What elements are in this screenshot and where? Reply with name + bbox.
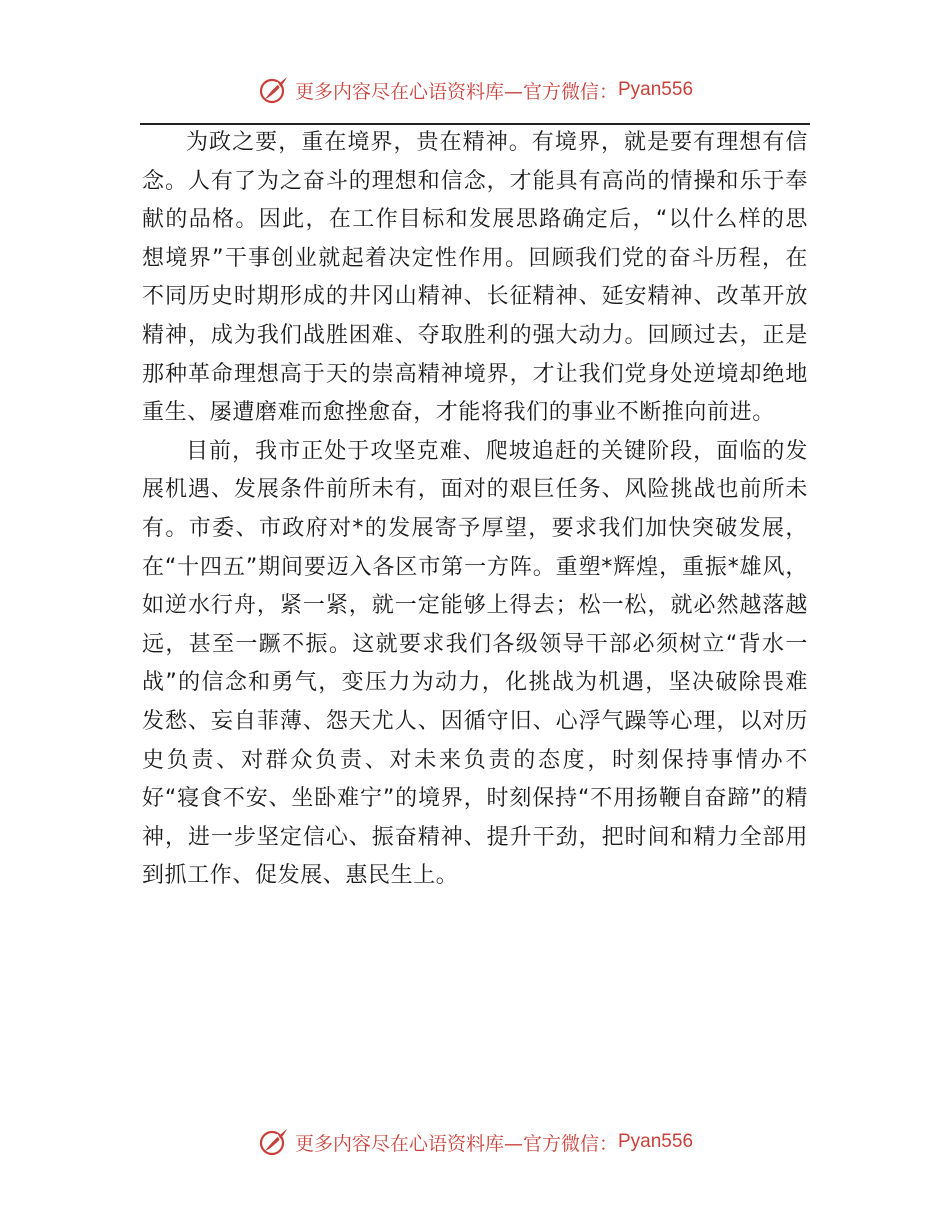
header-banner [0, 70, 950, 110]
header-banner-text: 更多内容尽在心语资料库—官方微信： [294, 80, 618, 103]
paragraph-1: 为政之要，重在境界，贵在精神。有境界，就是要有理想有信念。人有了为之奋斗的理想和信念，才能具有高尚的情操和乐于奉献的品格。因此，在工作目标和发展思路确定后，“以什么样的思想境界”干事创业就起着决定性作用。回顾我们党的奋斗历程，在不同历史时期形成的井冈山精神、长征精神、延安精神、改革开放精神，成为我们战胜困难、夺取胜利的强大动力。回顾过去，正是那种革命理想高于天的崇高精神境界，才让我们党身处逆境却绝地重生、屡遭磨难而愈挫愈奋，才能将我们的事业不断推向前进。 [142, 130, 808, 426]
feather-logo-icon [257, 1125, 291, 1159]
header-wechat-handle: Pyan556 [618, 79, 694, 100]
footer-banner-text: 更多内容尽在心语资料库—官方微信： [294, 1132, 618, 1155]
paragraph-2: 目前，我市正处于攻坚克难、爬坡追赶的关键阶段，面临的发展机遇、发展条件前所未有，面对的艰巨任务、风险挑战也前所未有。市委、市政府对*的发展寄予厚望，要求我们加快突破发展，在“十四五”期间要迈入各区市第一方阵。重塑*辉煌，重振*雄风，如逆水行舟，紧一紧，就一定能够上得去；松一松，就必然越落越远，甚至一蹶不振。这就要求我们各级领导干部必须树立“背水一战”的信念和勇气，变压力为动力，化挑战为机遇，坚决破除畏难发愁、妄自菲薄、怨天尤人、因循守旧、心浮气躁等心理，以对历史负责、对群众负责、对未来负责的态度，时刻保持事情办不好“寝食不安、坐卧难宁”的境界，时刻保持“不用扬鞭自奋蹄”的精神，进一步坚定信心、振奋精神、提升干劲，把时间和精力全部用到抓工作、促发展、惠民生上。 [142, 438, 808, 889]
document-body [142, 124, 808, 896]
footer-wechat-handle: Pyan556 [618, 1131, 694, 1152]
feather-logo-icon [257, 73, 291, 107]
footer-banner [0, 1122, 950, 1162]
